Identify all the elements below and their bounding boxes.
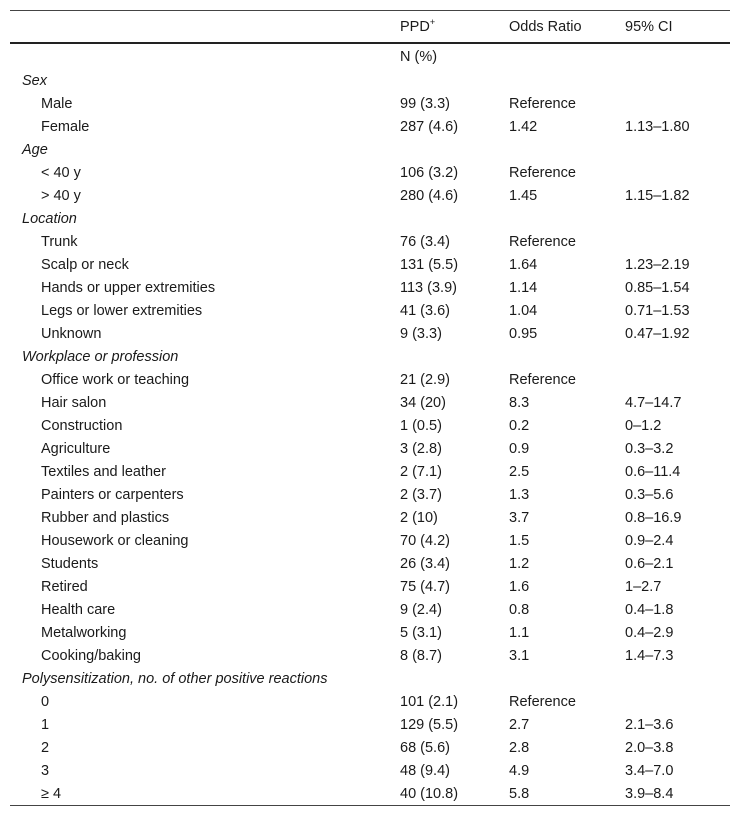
table-row: [10, 115, 730, 138]
odds-ratio-cell: 1.5: [509, 532, 530, 549]
units-row: [10, 43, 730, 69]
ci-cell: 0.3–5.6: [625, 486, 674, 503]
row-label: Hands or upper extremities: [41, 279, 216, 296]
odds-ratio-cell: 0.95: [509, 325, 538, 342]
odds-ratio-cell: 0.2: [509, 417, 530, 434]
odds-ratio-cell: 2.8: [509, 739, 530, 756]
ppd-count-cell: 41 (3.6): [400, 302, 450, 319]
ppd-count-cell: 131 (5.5): [400, 256, 459, 273]
row-label: 1: [41, 716, 50, 733]
ppd-count-cell: 68 (5.6): [400, 739, 450, 756]
ci-cell: [613, 368, 730, 391]
ppd-count-cell: 70 (4.2): [400, 532, 450, 549]
odds-ratio-cell: 2.5: [509, 463, 530, 480]
ci-cell: [613, 207, 730, 230]
row-label: Rubber and plastics: [41, 509, 170, 526]
odds-ratio-cell: 5.8: [497, 782, 613, 806]
ppd-count-cell: 2 (3.7): [400, 486, 442, 503]
odds-ratio-cell: 1.2: [509, 555, 530, 572]
odds-ratio-cell: Reference: [509, 693, 576, 710]
ci-cell: 3.4–7.0: [625, 762, 674, 779]
section-label: Polysensitization, no. of other positive reactions: [22, 670, 328, 687]
odds-ratio-cell: Reference: [509, 233, 576, 250]
row-label: Female: [41, 118, 90, 135]
ppd-count-cell: 8 (8.7): [400, 647, 442, 664]
ppd-count-cell: 9 (3.3): [400, 325, 442, 342]
odds-ratio-cell: 0.9: [509, 440, 530, 457]
ppd-count-cell: 99 (3.3): [400, 95, 450, 112]
row-label: Painters or carpenters: [41, 486, 184, 503]
row-label: Metalworking: [41, 624, 127, 641]
odds-ratio-cell: Reference: [509, 371, 576, 388]
header-odds-ratio: Odds Ratio: [497, 11, 613, 44]
ci-cell: 1.13–1.80: [625, 118, 690, 135]
ci-cell: 3.9–8.4: [613, 782, 730, 806]
ci-cell: 1.4–7.3: [625, 647, 674, 664]
ci-cell: 0–1.2: [625, 417, 662, 434]
table-row: [10, 713, 730, 736]
odds-ratio-cell: 1.45: [509, 187, 538, 204]
row-label: ≥ 4: [10, 782, 388, 806]
ppd-count-cell: 34 (20): [400, 394, 446, 411]
ppd-count-cell: 129 (5.5): [400, 716, 459, 733]
ci-cell: [613, 69, 730, 92]
table-row: [10, 529, 730, 552]
table-row: [10, 552, 730, 575]
header-ppd-superscript: +: [429, 16, 436, 27]
table-row: [10, 322, 730, 345]
table-row: [10, 621, 730, 644]
ppd-count-cell: 26 (3.4): [400, 555, 450, 572]
table-row: [10, 368, 730, 391]
header-ci: 95% CI: [613, 11, 730, 44]
ci-cell: 0.71–1.53: [625, 302, 690, 319]
ci-cell: 0.8–16.9: [625, 509, 682, 526]
table-row: [10, 391, 730, 414]
section-label: Location: [22, 210, 77, 227]
odds-ratio-cell: [497, 207, 613, 230]
ci-cell: [613, 92, 730, 115]
ppd-count-cell: [388, 69, 497, 92]
row-label: Textiles and leather: [41, 463, 166, 480]
row-label: Unknown: [41, 325, 102, 342]
table-header-row: [10, 11, 730, 44]
header-label-cell: [10, 11, 388, 44]
table-row: [10, 161, 730, 184]
ci-cell: [613, 230, 730, 253]
row-label: Trunk: [41, 233, 78, 250]
odds-ratio-cell: Reference: [509, 95, 576, 112]
ppd-count-cell: [388, 667, 497, 690]
ci-cell: 0.4–2.9: [625, 624, 674, 641]
odds-ratio-cell: 1.6: [509, 578, 530, 595]
odds-ratio-cell: 1.14: [509, 279, 538, 296]
ci-cell: 2.1–3.6: [625, 716, 674, 733]
ppd-count-cell: 40 (10.8): [388, 782, 497, 806]
results-table: [10, 10, 730, 806]
ci-cell: 0.6–11.4: [625, 463, 681, 480]
header-ppd-text: PPD: [400, 18, 430, 35]
row-label: Students: [41, 555, 99, 572]
ci-cell: 4.7–14.7: [625, 394, 682, 411]
table-row: [10, 759, 730, 782]
table-row: [10, 598, 730, 621]
table-row: [10, 690, 730, 713]
row-label: Health care: [41, 601, 116, 618]
table-row: [10, 92, 730, 115]
odds-ratio-cell: 1.1: [509, 624, 530, 641]
results-table-container: [10, 10, 730, 806]
ci-cell: 0.3–3.2: [625, 440, 674, 457]
ci-cell: 0.9–2.4: [625, 532, 674, 549]
section-label: Workplace or profession: [22, 348, 179, 365]
table-row: [10, 437, 730, 460]
odds-ratio-cell: [497, 667, 613, 690]
ppd-count-cell: 75 (4.7): [400, 578, 450, 595]
ppd-count-cell: 9 (2.4): [400, 601, 442, 618]
ppd-count-cell: 2 (7.1): [400, 463, 442, 480]
odds-ratio-cell: Reference: [509, 164, 576, 181]
units-label: N (%): [400, 48, 438, 65]
table-row: [10, 483, 730, 506]
odds-ratio-cell: 1.64: [509, 256, 538, 273]
ppd-count-cell: [388, 138, 497, 161]
odds-ratio-cell: 3.7: [509, 509, 530, 526]
row-label: Construction: [41, 417, 123, 434]
table-row: [10, 506, 730, 529]
table-row: [10, 575, 730, 598]
table-row: [10, 782, 730, 806]
ppd-count-cell: 1 (0.5): [400, 417, 442, 434]
ci-cell: 2.0–3.8: [625, 739, 674, 756]
row-label: Office work or teaching: [41, 371, 190, 388]
table-row: [10, 644, 730, 667]
table-row: [10, 736, 730, 759]
odds-ratio-cell: [497, 345, 613, 368]
odds-ratio-cell: 1.04: [509, 302, 538, 319]
row-label: Scalp or neck: [41, 256, 129, 273]
row-label: Male: [41, 95, 73, 112]
ci-cell: 0.4–1.8: [625, 601, 674, 618]
odds-ratio-cell: 0.8: [509, 601, 530, 618]
ci-cell: 1.23–2.19: [625, 256, 690, 273]
table-row: [10, 184, 730, 207]
row-label: 0: [41, 693, 50, 710]
ci-cell: [613, 161, 730, 184]
ci-cell: [613, 690, 730, 713]
odds-ratio-cell: [497, 69, 613, 92]
ppd-count-cell: 280 (4.6): [400, 187, 459, 204]
section-row: [10, 345, 730, 368]
ppd-count-cell: 101 (2.1): [400, 693, 459, 710]
odds-ratio-cell: 3.1: [509, 647, 530, 664]
ci-cell: [613, 345, 730, 368]
ppd-count-cell: 76 (3.4): [400, 233, 450, 250]
table-row: [10, 299, 730, 322]
ppd-count-cell: 113 (3.9): [400, 279, 457, 296]
row-label: > 40 y: [41, 187, 81, 204]
row-label: < 40 y: [41, 164, 81, 181]
table-row: [10, 230, 730, 253]
header-ppd: [388, 11, 497, 44]
ppd-count-cell: 3 (2.8): [400, 440, 442, 457]
ppd-count-cell: 21 (2.9): [400, 371, 450, 388]
odds-ratio-cell: 4.9: [509, 762, 530, 779]
row-label: Agriculture: [41, 440, 111, 457]
row-label: Legs or lower extremities: [41, 302, 203, 319]
ci-cell: 0.6–2.1: [625, 555, 674, 572]
section-row: [10, 69, 730, 92]
row-label: Hair salon: [41, 394, 107, 411]
ppd-count-cell: [388, 207, 497, 230]
row-label: Housework or cleaning: [41, 532, 189, 549]
ci-cell: 1–2.7: [625, 578, 662, 595]
ci-cell: 1.15–1.82: [625, 187, 690, 204]
ci-cell: [613, 138, 730, 161]
row-label: 3: [41, 762, 50, 779]
odds-ratio-cell: 2.7: [509, 716, 530, 733]
odds-ratio-cell: 1.42: [509, 118, 538, 135]
section-row: [10, 667, 730, 690]
ci-cell: [613, 667, 730, 690]
table-row: [10, 276, 730, 299]
section-label: Age: [22, 141, 48, 158]
ppd-count-cell: [388, 345, 497, 368]
ppd-count-cell: 5 (3.1): [400, 624, 442, 641]
ci-cell: 0.47–1.92: [625, 325, 690, 342]
section-label: Sex: [22, 72, 47, 89]
odds-ratio-cell: 8.3: [509, 394, 530, 411]
ppd-count-cell: 287 (4.6): [400, 118, 459, 135]
ppd-count-cell: 48 (9.4): [400, 762, 450, 779]
odds-ratio-cell: [497, 138, 613, 161]
section-row: [10, 207, 730, 230]
odds-ratio-cell: 1.3: [509, 486, 530, 503]
ci-cell: 0.85–1.54: [625, 279, 690, 296]
row-label: Retired: [41, 578, 88, 595]
table-row: [10, 253, 730, 276]
ppd-count-cell: 106 (3.2): [400, 164, 459, 181]
row-label: 2: [41, 739, 50, 756]
ppd-count-cell: 2 (10): [400, 509, 438, 526]
table-row: [10, 414, 730, 437]
table-row: [10, 460, 730, 483]
section-row: [10, 138, 730, 161]
row-label: Cooking/baking: [41, 647, 141, 664]
